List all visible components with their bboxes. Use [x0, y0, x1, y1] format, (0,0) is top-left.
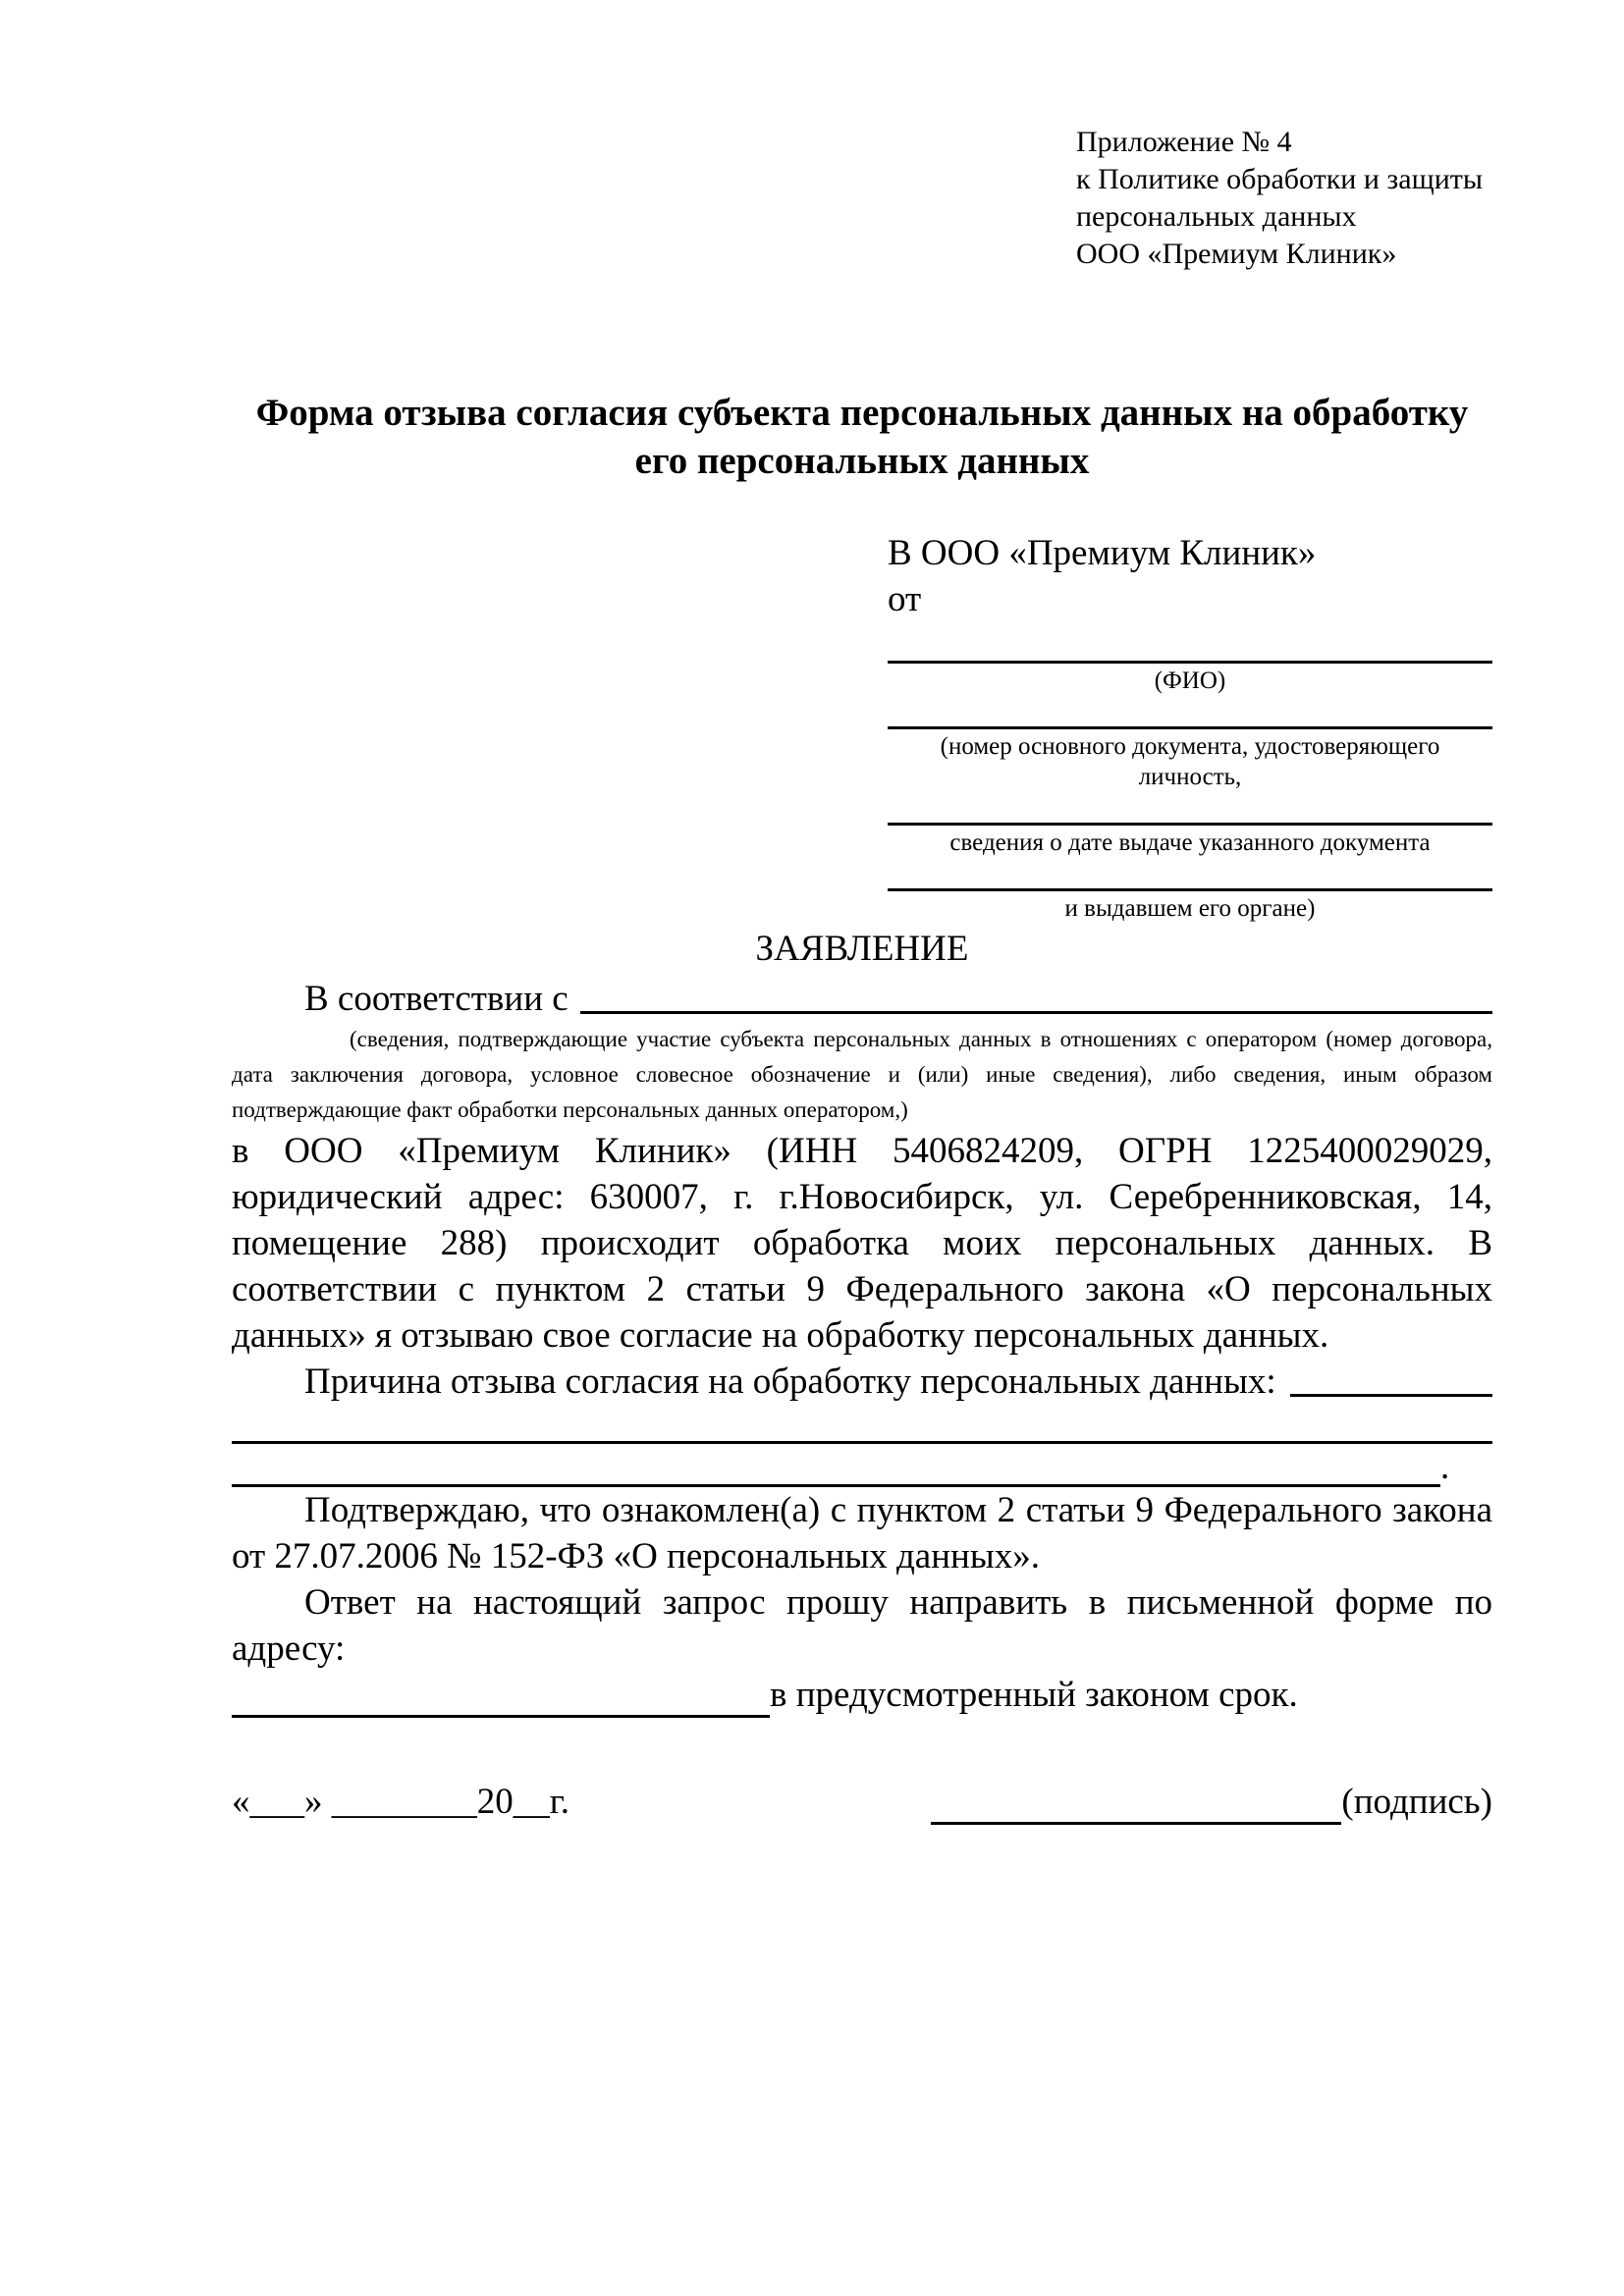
reply-address-line	[232, 1672, 1492, 1718]
signature-group	[931, 1779, 1492, 1825]
paragraph-indent	[232, 976, 304, 1022]
confirmation-paragraph: Подтверждаю, что ознакомлен(а) с пунктом 2 статьи 9 Федерального закона от 27.07.2006 № 152-ФЗ «О персональных данных».	[232, 1490, 1492, 1576]
reply-suffix-text: в предусмотренный законом срок.	[770, 1675, 1298, 1715]
fio-blank-line	[888, 622, 1492, 664]
intro-blank-line	[580, 976, 1492, 1014]
intro-line	[232, 976, 1492, 1022]
fio-caption: (ФИО)	[1154, 667, 1226, 694]
issuing-authority-caption: и выдавшем его органе)	[1064, 895, 1316, 922]
issue-date-caption: сведения о дате выдаче указанного документа	[949, 829, 1431, 856]
reason-blank-line-2	[232, 1405, 1492, 1444]
form-title-line1: Форма отзыва согласия субъекта персональных данных на обработку	[255, 392, 1469, 434]
from-label: от	[888, 579, 922, 619]
form-title-line2: его персональных данных	[634, 440, 1090, 482]
doc-number-blank-line	[888, 696, 1492, 729]
reason-line	[232, 1359, 1492, 1405]
document-content	[232, 0, 1492, 1825]
statement-heading: ЗАЯВЛЕНИЕ	[755, 929, 969, 969]
appendix-block	[1076, 124, 1492, 273]
signature-caption: (подпись)	[1341, 1782, 1492, 1822]
appendix-line-2: к Политике обработки и защиты	[1076, 163, 1484, 195]
date-signature-row	[232, 1779, 1492, 1825]
reason-blank-line-3	[232, 1450, 1440, 1487]
recipient-organization: В ООО «Премиум Клиник»	[888, 533, 1317, 573]
appendix-line-3: персональных данных	[1076, 200, 1357, 233]
appendix-line-1: Приложение № 4	[1076, 126, 1292, 158]
issuing-authority-blank-line	[888, 858, 1492, 891]
sentence-period: .	[1440, 1447, 1450, 1487]
intro-prefix: В соответствии с	[304, 979, 568, 1019]
reason-blank-line	[1290, 1359, 1492, 1397]
statement-body: в ООО «Премиум Клиник» (ИНН 5406824209, ОГРН 1225400029029, юридический адрес: 630007, г. г.Новосибирск, ул. Серебренниковская, 14, помещение 288) происходит обработка моих персональных данных. В соответствии с пунктом 2 статьи 9 Федерального закона «О персональных данных» я отзываю свое согласие на обработку персональных данных.	[232, 1131, 1492, 1356]
issue-date-blank-line	[888, 792, 1492, 826]
reply-address-blank-line	[232, 1679, 770, 1718]
recipient-block	[888, 530, 1492, 924]
reason-label: Причина отзыва согласия на обработку персональных данных:	[304, 1362, 1276, 1402]
form-title	[232, 389, 1492, 485]
reply-request-paragraph: Ответ на настоящий запрос прошу направить в письменной форме по адресу:	[232, 1582, 1492, 1669]
signature-blank-line	[931, 1789, 1341, 1825]
date-blank-text: «___» ________20__г.	[232, 1782, 570, 1822]
footnote-text: (сведения, подтверждающие участие субъекта персональных данных в отношениях с оператором (номер договора, дата заключения договора, условное словесное обозначение и (или) иные сведения), либо сведения, иным образом подтверждающие факт обработки персональных данных оператором,)	[232, 1027, 1492, 1122]
paragraph-indent	[232, 1359, 304, 1405]
doc-number-caption: (номер основного документа, удостоверяющего личность,	[940, 733, 1440, 790]
reason-blank-line-3-row	[232, 1444, 1492, 1487]
appendix-line-4: ООО «Премиум Клиник»	[1076, 238, 1397, 270]
